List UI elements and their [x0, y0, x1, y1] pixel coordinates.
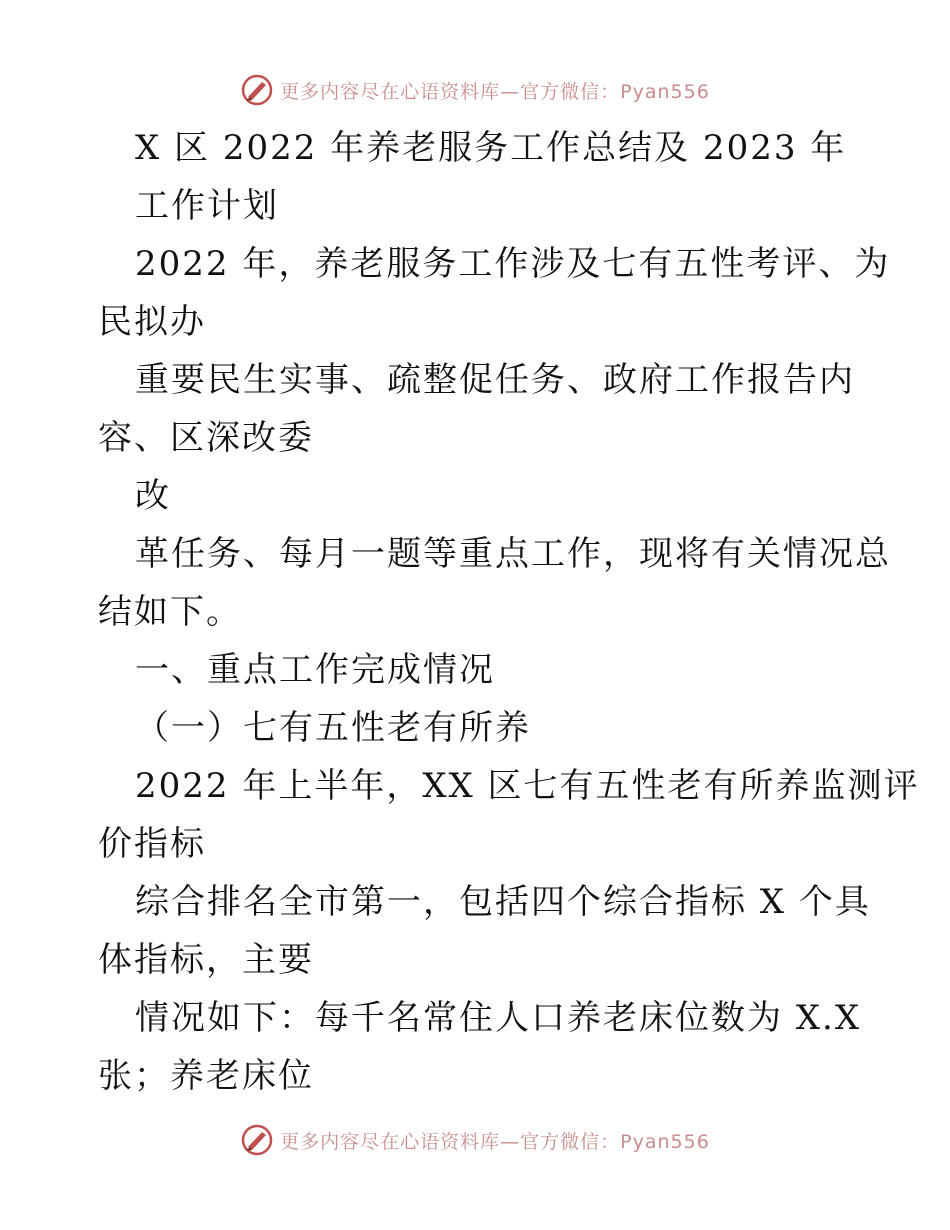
paragraph-line: 张；养老床位 [98, 1056, 314, 1096]
title-line-2: 工作计划 [135, 186, 279, 226]
paragraph-line: 体指标，主要 [98, 940, 314, 980]
paragraph-line: 民拟办 [98, 302, 206, 342]
subsection-heading: （一）七有五性老有所养 [135, 708, 531, 748]
paragraph-line: 情况如下：每千名常住人口养老床位数为 X.X [135, 998, 862, 1038]
paragraph-line: 重要民生实事、疏整促任务、政府工作报告内 [135, 360, 855, 400]
watermark-text: 更多内容尽在心语资料库—官方微信：Pyan556 [280, 80, 710, 103]
section-heading: 一、重点工作完成情况 [135, 650, 495, 690]
paragraph-line: 综合排名全市第一，包括四个综合指标 X 个具 [135, 882, 871, 922]
paragraph-line: 价指标 [98, 824, 206, 864]
paragraph-line: 2022 年，养老服务工作涉及七有五性考评、为 [135, 244, 891, 284]
paragraph-line: 容、区深改委 [98, 418, 314, 458]
paragraph-line: 革任务、每月一题等重点工作，现将有关情况总 [135, 534, 891, 574]
pen-logo-icon [240, 1123, 274, 1157]
paragraph-line: 2022 年上半年，XX 区七有五性老有所养监测评 [135, 766, 920, 806]
watermark-text: 更多内容尽在心语资料库—官方微信：Pyan556 [280, 1130, 710, 1153]
footer-watermark [0, 1120, 950, 1160]
paragraph-line: 改 [135, 476, 171, 516]
paragraph-line: 结如下。 [98, 592, 242, 632]
title-line-1: X 区 2022 年养老服务工作总结及 2023 年 [135, 128, 847, 168]
